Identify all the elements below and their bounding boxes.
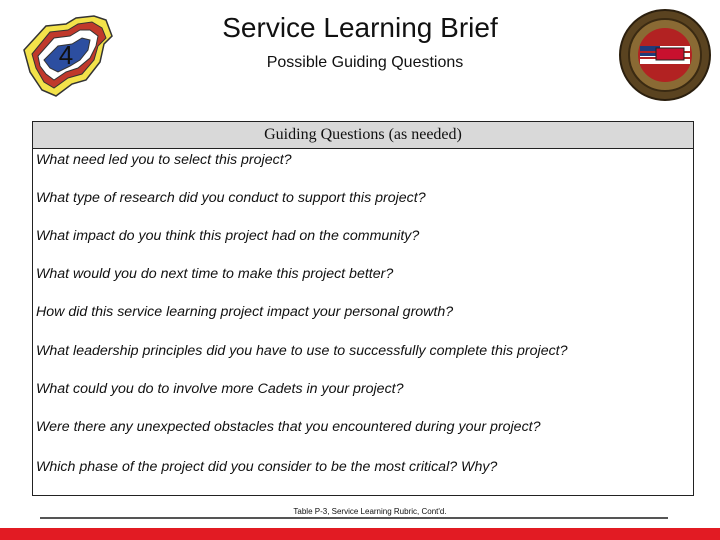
- list-item: Which phase of the project did you consider to be the most critical? Why?: [36, 459, 498, 475]
- list-item: Were there any unexpected obstacles that you encountered during your project?: [36, 419, 541, 435]
- bottom-accent-bar: [0, 528, 720, 540]
- list-item: What type of research did you conduct to support this project?: [36, 190, 426, 206]
- page-title: Service Learning Brief: [222, 12, 498, 43]
- logo-number: 4: [58, 40, 74, 70]
- footer-caption: Table P-3, Service Learning Rubric, Cont'd.: [200, 507, 540, 517]
- state-map-logo-icon: [16, 10, 116, 102]
- list-item: What need led you to select this project?: [36, 152, 292, 168]
- page-subtitle: Possible Guiding Questions: [266, 54, 464, 71]
- list-item: What would you do next time to make this project better?: [36, 266, 394, 282]
- list-item: What could you do to involve more Cadets in your project?: [36, 381, 404, 397]
- panel-heading: Guiding Questions (as needed): [33, 122, 693, 149]
- list-item: How did this service learning project impact your personal growth?: [36, 304, 454, 320]
- footer-divider: [40, 517, 668, 519]
- guiding-questions-panel: [32, 121, 694, 496]
- army-jrotc-seal-icon: [618, 8, 712, 102]
- list-item: What impact do you think this project had on the community?: [36, 228, 420, 244]
- list-item: What leadership principles did you have to use to successfully complete this project?: [36, 343, 568, 359]
